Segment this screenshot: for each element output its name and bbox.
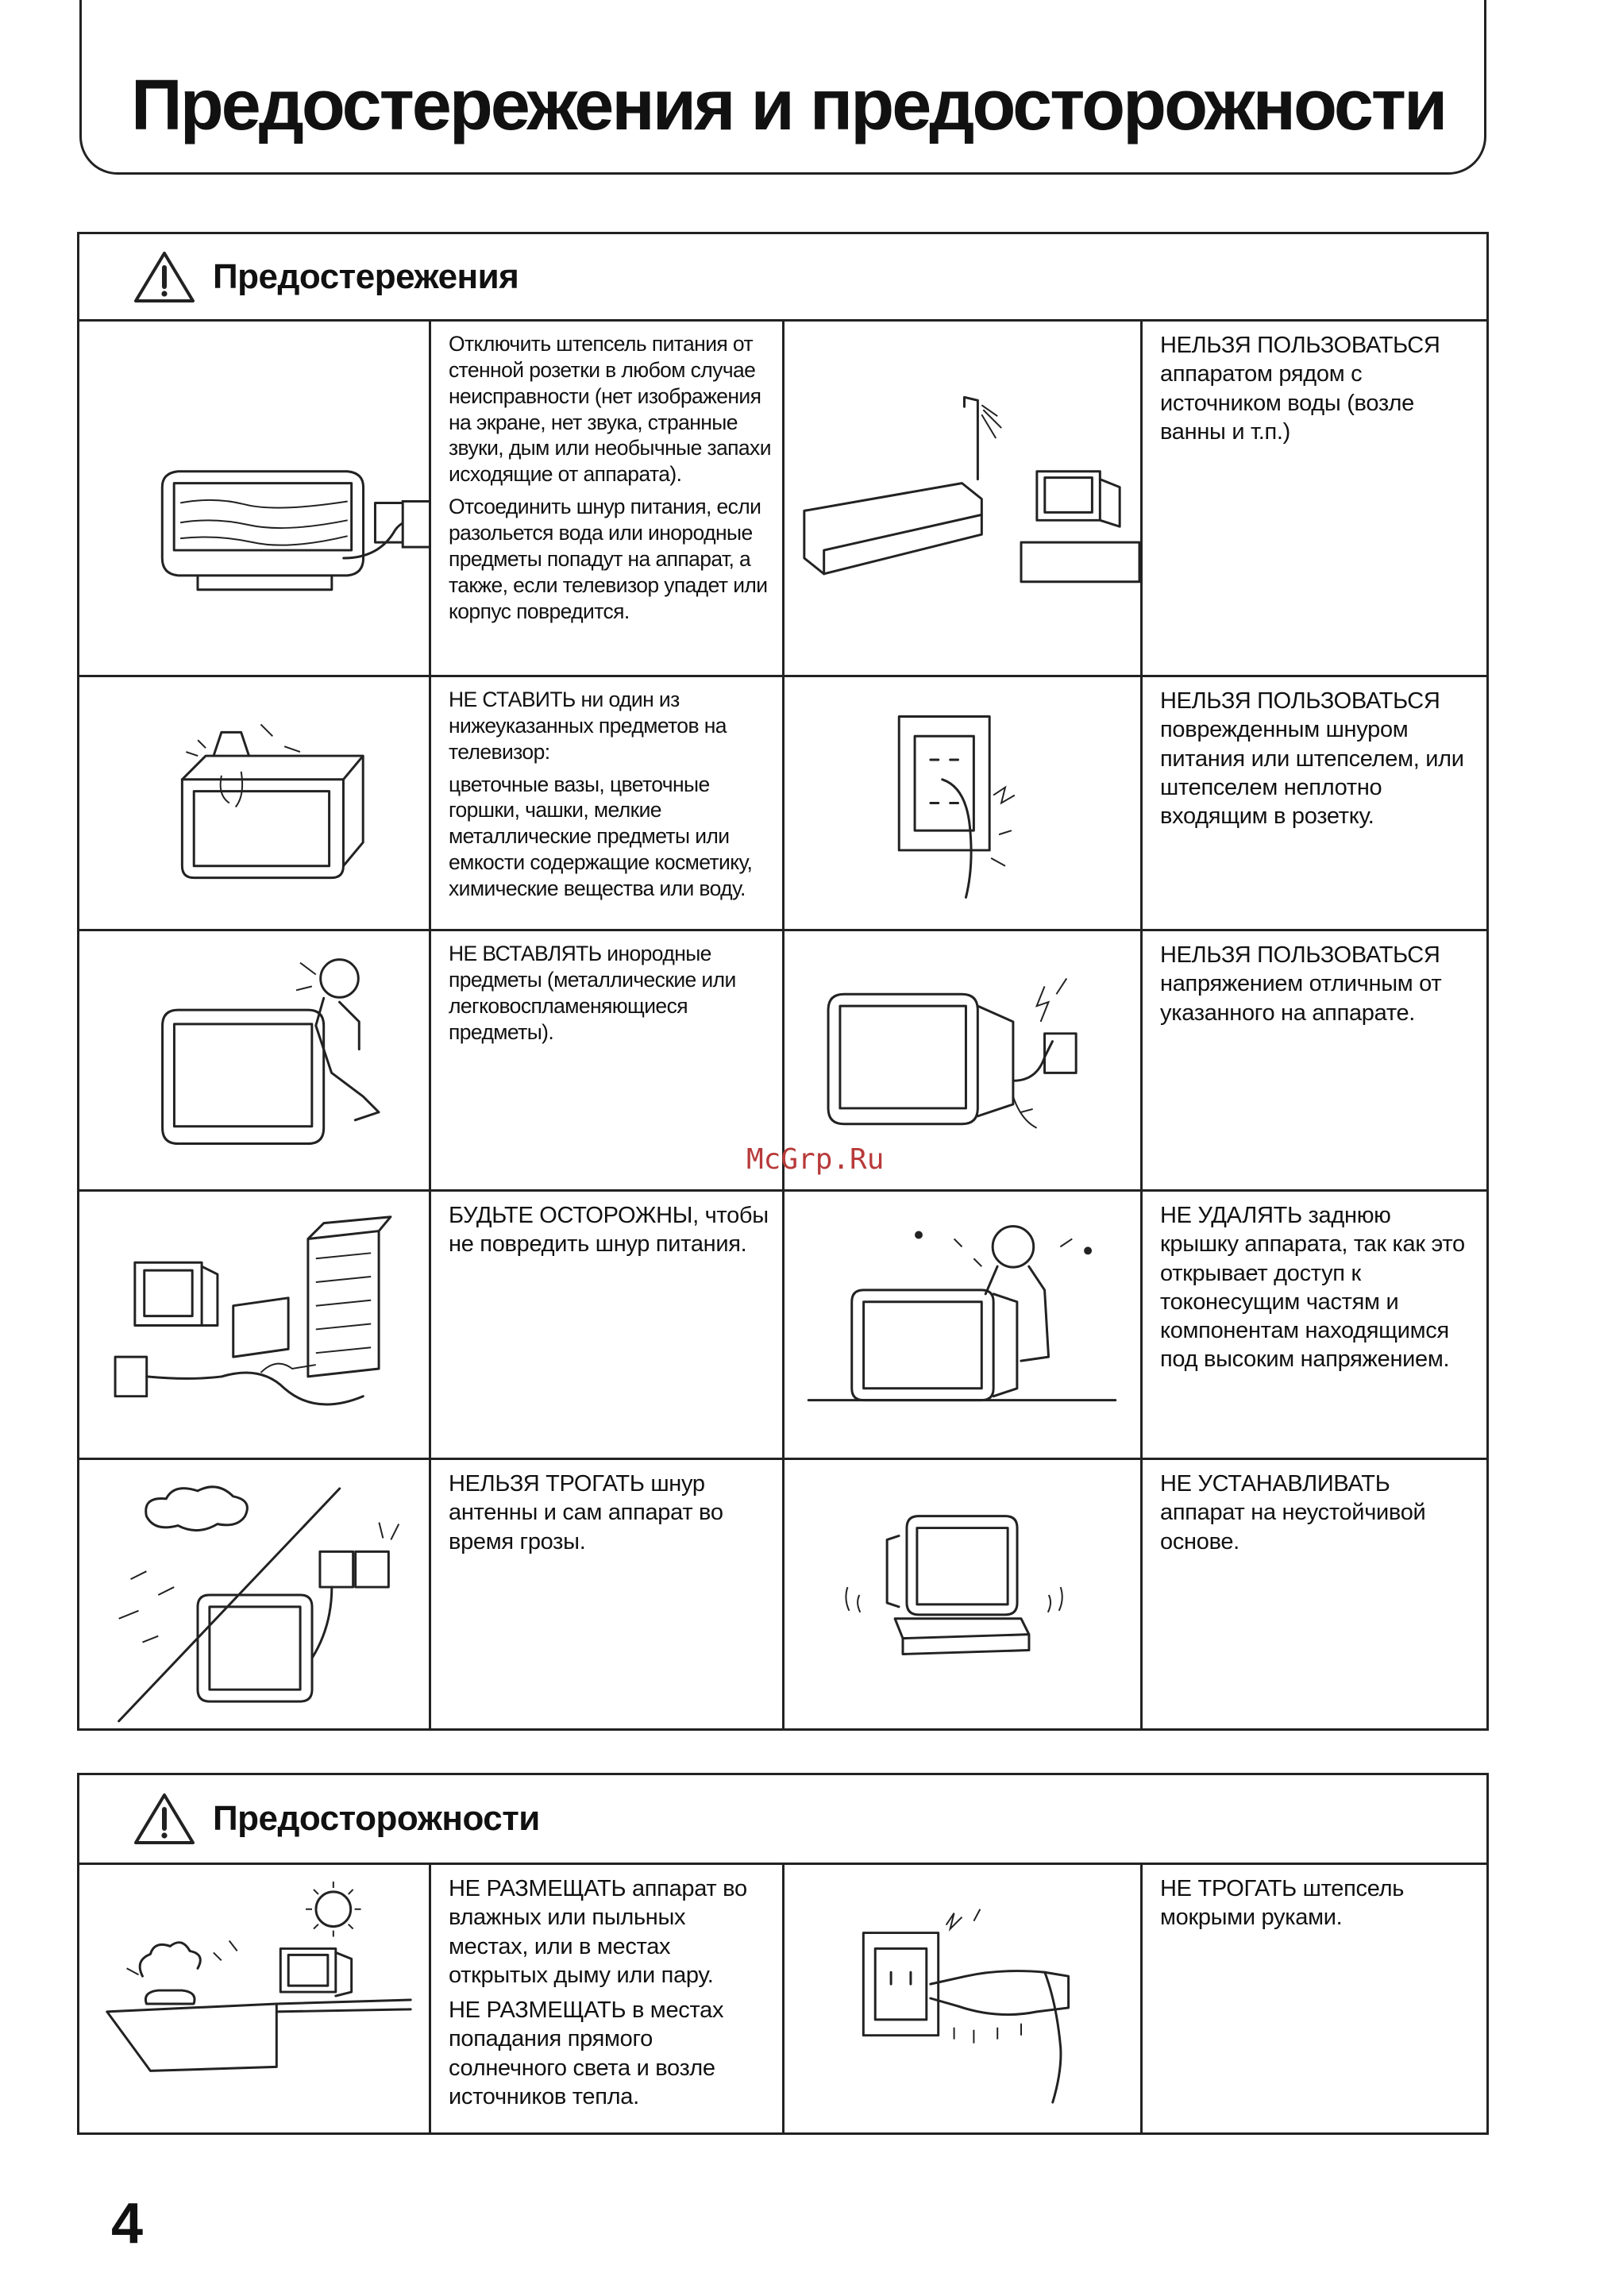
caution-text: НЕ РАЗМЕЩАТЬ в местах попадания прямого солнечного света и возле источников тепла. xyxy=(449,1997,724,2109)
warning-text: БУДЬТЕ ОСТОРОЖНЫ, чтобы не повредить шнур питания. xyxy=(449,1203,769,1258)
text-cell xyxy=(1143,931,1486,1189)
warning-text: Отсоединить шнур питания, если разольется вода или инородные предметы попадут на аппарат, а также, если телевизор упадет или корпус повредится. xyxy=(449,495,768,623)
tv-unplugging-illustration xyxy=(79,322,429,675)
watermark: McGrp.Ru xyxy=(746,1143,885,1176)
illustration-cell xyxy=(79,677,431,929)
cord-under-furniture-illustration xyxy=(79,1192,429,1458)
damaged-plug-outlet-illustration xyxy=(785,677,1140,929)
child-inserting-objects-illustration xyxy=(79,931,429,1189)
warning-row xyxy=(79,677,1486,931)
warning-text: НЕЛЬЗЯ ПОЛЬЗОВАТЬСЯ аппаратом рядом с источником воды (возле ванны и т.п.) xyxy=(1160,333,1440,445)
text-cell xyxy=(1143,1460,1486,1728)
text-cell xyxy=(1143,1865,1486,2132)
warning-text: Отключить штепсель питания от стенной розетки в любом случае неисправности (нет изображения на экране, нет звука, странные звуки, дым или необычные запахи исходящие от аппарата). xyxy=(449,332,771,487)
warning-text: НЕЛЬЗЯ ПОЛЬЗОВАТЬСЯ поврежденным шнуром питания или штепселем, или штепселем неплотно входящим в розетку. xyxy=(1160,688,1464,829)
caution-row xyxy=(79,1865,1486,2132)
warning-text: цветочные вазы, цветочные горшки, чашки, мелкие металлические предметы или емкости содержащие косметику, химические вещества или воду. xyxy=(449,772,753,901)
warnings-title: Предостережения xyxy=(213,256,519,296)
text-cell xyxy=(431,1192,785,1458)
illustration-cell xyxy=(785,677,1143,929)
illustration-cell xyxy=(785,1192,1143,1458)
wet-hand-plug-illustration xyxy=(785,1865,1140,2132)
illustration-cell xyxy=(785,1460,1143,1728)
text-cell xyxy=(1143,322,1486,675)
warnings-header xyxy=(79,234,1486,322)
text-cell xyxy=(431,1460,785,1728)
warning-text: НЕ СТАВИТЬ ни один из нижеуказанных предметов на телевизор: xyxy=(449,688,727,764)
illustration-cell xyxy=(79,1460,431,1728)
warning-text: НЕЛЬЗЯ ТРОГАТЬ шнур антенны и сам аппарат во время грозы. xyxy=(449,1471,723,1554)
man-opening-tv-cover-illustration xyxy=(785,1192,1140,1458)
warning-text: НЕЛЬЗЯ ПОЛЬЗОВАТЬСЯ напряжением отличным от указанного на аппарате. xyxy=(1160,942,1442,1026)
text-cell xyxy=(431,322,785,675)
warning-row xyxy=(79,322,1486,677)
warning-text: НЕ УДАЛЯТЬ заднюю крышку аппарата, так как это открывает доступ к токонесущим частям и компонентам находящимся под высоким напряжением. xyxy=(1160,1203,1465,1373)
illustration-cell xyxy=(79,1192,431,1458)
illustration-cell xyxy=(79,322,431,675)
text-cell xyxy=(431,677,785,929)
cautions-section xyxy=(77,1773,1489,2135)
page-number: 4 xyxy=(111,2192,144,2256)
vase-spilling-on-tv-illustration xyxy=(79,677,429,929)
tv-during-thunderstorm-illustration xyxy=(79,1460,429,1728)
caution-text: НЕ ТРОГАТЬ штепсель мокрыми руками. xyxy=(1160,1876,1405,1931)
warning-text: НЕ УСТАНАВЛИВАТЬ аппарат на неустойчивой основе. xyxy=(1160,1471,1426,1554)
tv-near-bath-shower-illustration xyxy=(785,322,1140,675)
illustration-cell xyxy=(79,931,431,1189)
tv-on-unstable-base-illustration xyxy=(785,1460,1140,1728)
cautions-header xyxy=(79,1775,1486,1865)
warning-triangle-icon xyxy=(133,250,195,304)
tv-in-kitchen-sun-steam-illustration xyxy=(79,1865,429,2132)
text-cell xyxy=(1143,677,1486,929)
text-cell xyxy=(1143,1192,1486,1458)
illustration-cell xyxy=(785,322,1143,675)
illustration-cell xyxy=(79,1865,431,2132)
warning-row xyxy=(79,1192,1486,1460)
warning-text: НЕ ВСТАВЛЯТЬ инородные предметы (металлические или легковоспламеняющиеся предметы). xyxy=(449,942,736,1044)
caution-text: НЕ РАЗМЕЩАТЬ аппарат во влажных или пыльных местах, или в местах открытых дыму или пару. xyxy=(449,1876,747,1988)
warning-triangle-icon xyxy=(133,1792,195,1846)
text-cell xyxy=(431,1865,785,2132)
page-title: Предостережения и предосторожности xyxy=(131,66,1446,145)
warnings-section xyxy=(77,232,1489,1731)
cautions-title: Предосторожности xyxy=(213,1799,540,1838)
warning-row xyxy=(79,1460,1486,1728)
text-cell xyxy=(431,931,785,1189)
illustration-cell xyxy=(785,1865,1143,2132)
